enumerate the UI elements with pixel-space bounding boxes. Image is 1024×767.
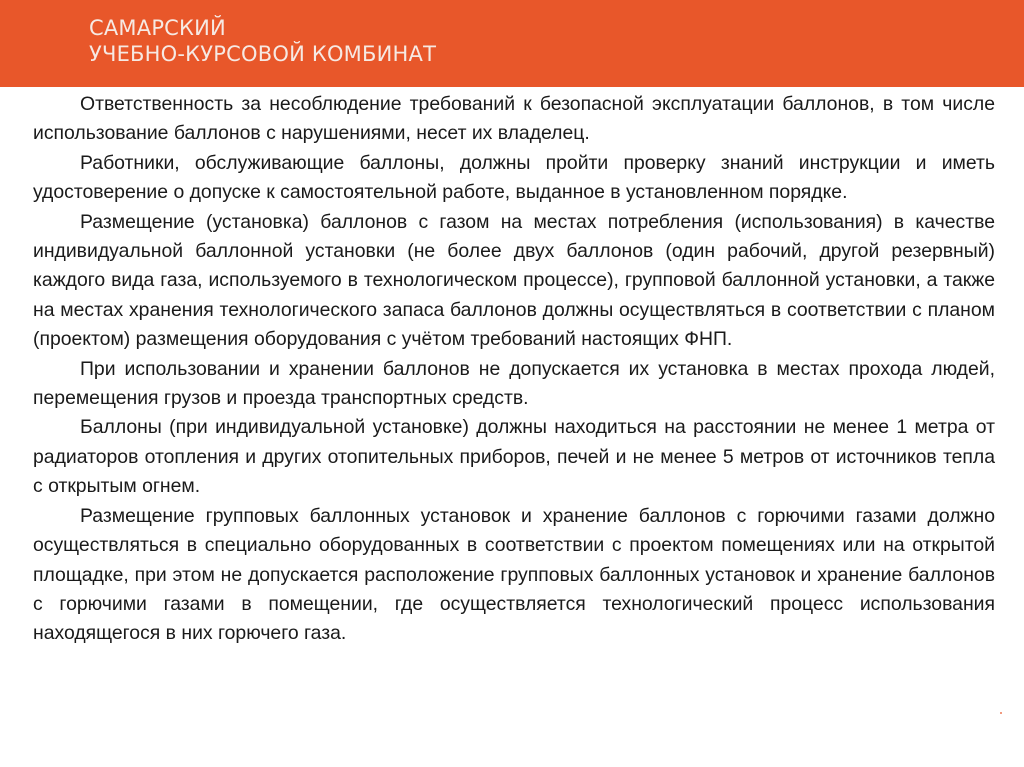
org-name-line1: САМАРСКИЙ bbox=[89, 16, 226, 40]
org-name-line2: УЧЕБНО-КУРСОВОЙ КОМБИНАТ bbox=[89, 42, 437, 66]
slide-body bbox=[33, 90, 995, 649]
paragraph-group-installations: Размещение групповых баллонных установок и хранение баллонов с горючими газами должно осуществляться в специально оборудованных в соответствии с проектом помещениях или на открытой площадке, при этом не допускается расположение групповых баллонных установок и хранение баллонов с горючими газами в помещении, где осуществляется технологический процесс использования находящегося в них горючего газа. bbox=[33, 504, 995, 645]
header-bar bbox=[0, 0, 1024, 87]
decorative-dot bbox=[1000, 712, 1002, 714]
paragraph-restrictions: При использовании и хранении баллонов не допускается их установка в местах прохода людей, перемещения грузов и проезда транспортных средств. bbox=[33, 357, 995, 410]
paragraph-responsibility: Ответственность за несоблюдение требований к безопасной эксплуатации баллонов, в том числе использование баллонов с нарушениями, несет их владелец. bbox=[33, 93, 995, 145]
paragraph-workers: Работники, обслуживающие баллоны, должны пройти проверку знаний инструкции и иметь удостоверение о допуске к самостоятельной работе, выданное в установленном порядке. bbox=[33, 151, 995, 204]
paragraph-distances: Баллоны (при индивидуальной установке) должны находиться на расстоянии не менее 1 метра от радиаторов отопления и других отопительных приборов, печей и не менее 5 метров от источников тепла с открытым огнем. bbox=[33, 416, 995, 498]
paragraph-placement: Размещение (установка) баллонов с газом на местах потребления (использования) в качестве индивидуальной баллонной установки (не более двух баллонов (один рабочий, другой резервный) каждого вида газа, используемого в технологическом процессе), групповой баллонной установки, а также на местах хранения технологического запаса баллонов должны осуществляться в соответствии с планом (проектом) размещения оборудования с учётом требований настоящих ФНП. bbox=[33, 210, 995, 351]
